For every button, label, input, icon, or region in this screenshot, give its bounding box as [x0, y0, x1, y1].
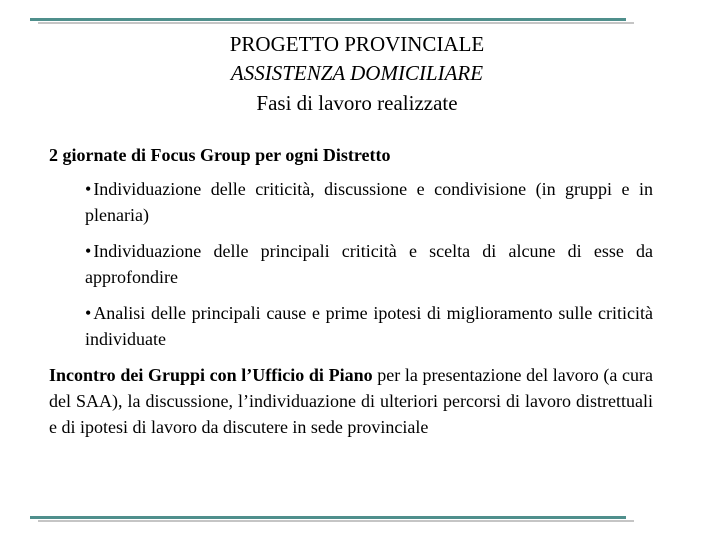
title-line-1: PROGETTO PROVINCIALE — [229, 32, 485, 56]
title-line-3: Fasi di lavoro realizzate — [256, 91, 458, 115]
title-line-2: ASSISTENZA DOMICILIARE — [230, 61, 484, 85]
closing-bold-text: Incontro dei Gruppi con l’Ufficio di Piano — [49, 365, 373, 385]
bullet-item — [85, 300, 653, 352]
bullet-text: Individuazione delle principali criticità e scelta di alcune di esse da approfondire — [85, 241, 653, 287]
bullet-icon: • — [85, 303, 92, 323]
closing-paragraph — [49, 362, 653, 440]
top-divider — [30, 18, 626, 24]
bottom-divider — [30, 516, 626, 522]
bullet-text: Analisi delle principali cause e prime ipotesi di miglioramento sulle criticità individuate — [85, 303, 653, 349]
title-block — [0, 30, 720, 118]
bullet-item — [85, 176, 653, 228]
bullet-icon: • — [85, 241, 92, 261]
closing-text: per la presentazione del lavoro (a cura del SAA), la discussione, l’individuazione di ulteriori percorsi di lavoro distrettuali e di ipotesi di lavoro da discutere in sede provinciale — [49, 365, 653, 437]
section-heading: 2 giornate di Focus Group per ogni Distretto — [49, 145, 391, 165]
bullet-text: Individuazione delle criticità, discussione e condivisione (in gruppi e in plenaria) — [85, 179, 653, 225]
slide-content — [49, 142, 653, 440]
bullet-icon: • — [85, 179, 92, 199]
bullet-item — [85, 238, 653, 290]
